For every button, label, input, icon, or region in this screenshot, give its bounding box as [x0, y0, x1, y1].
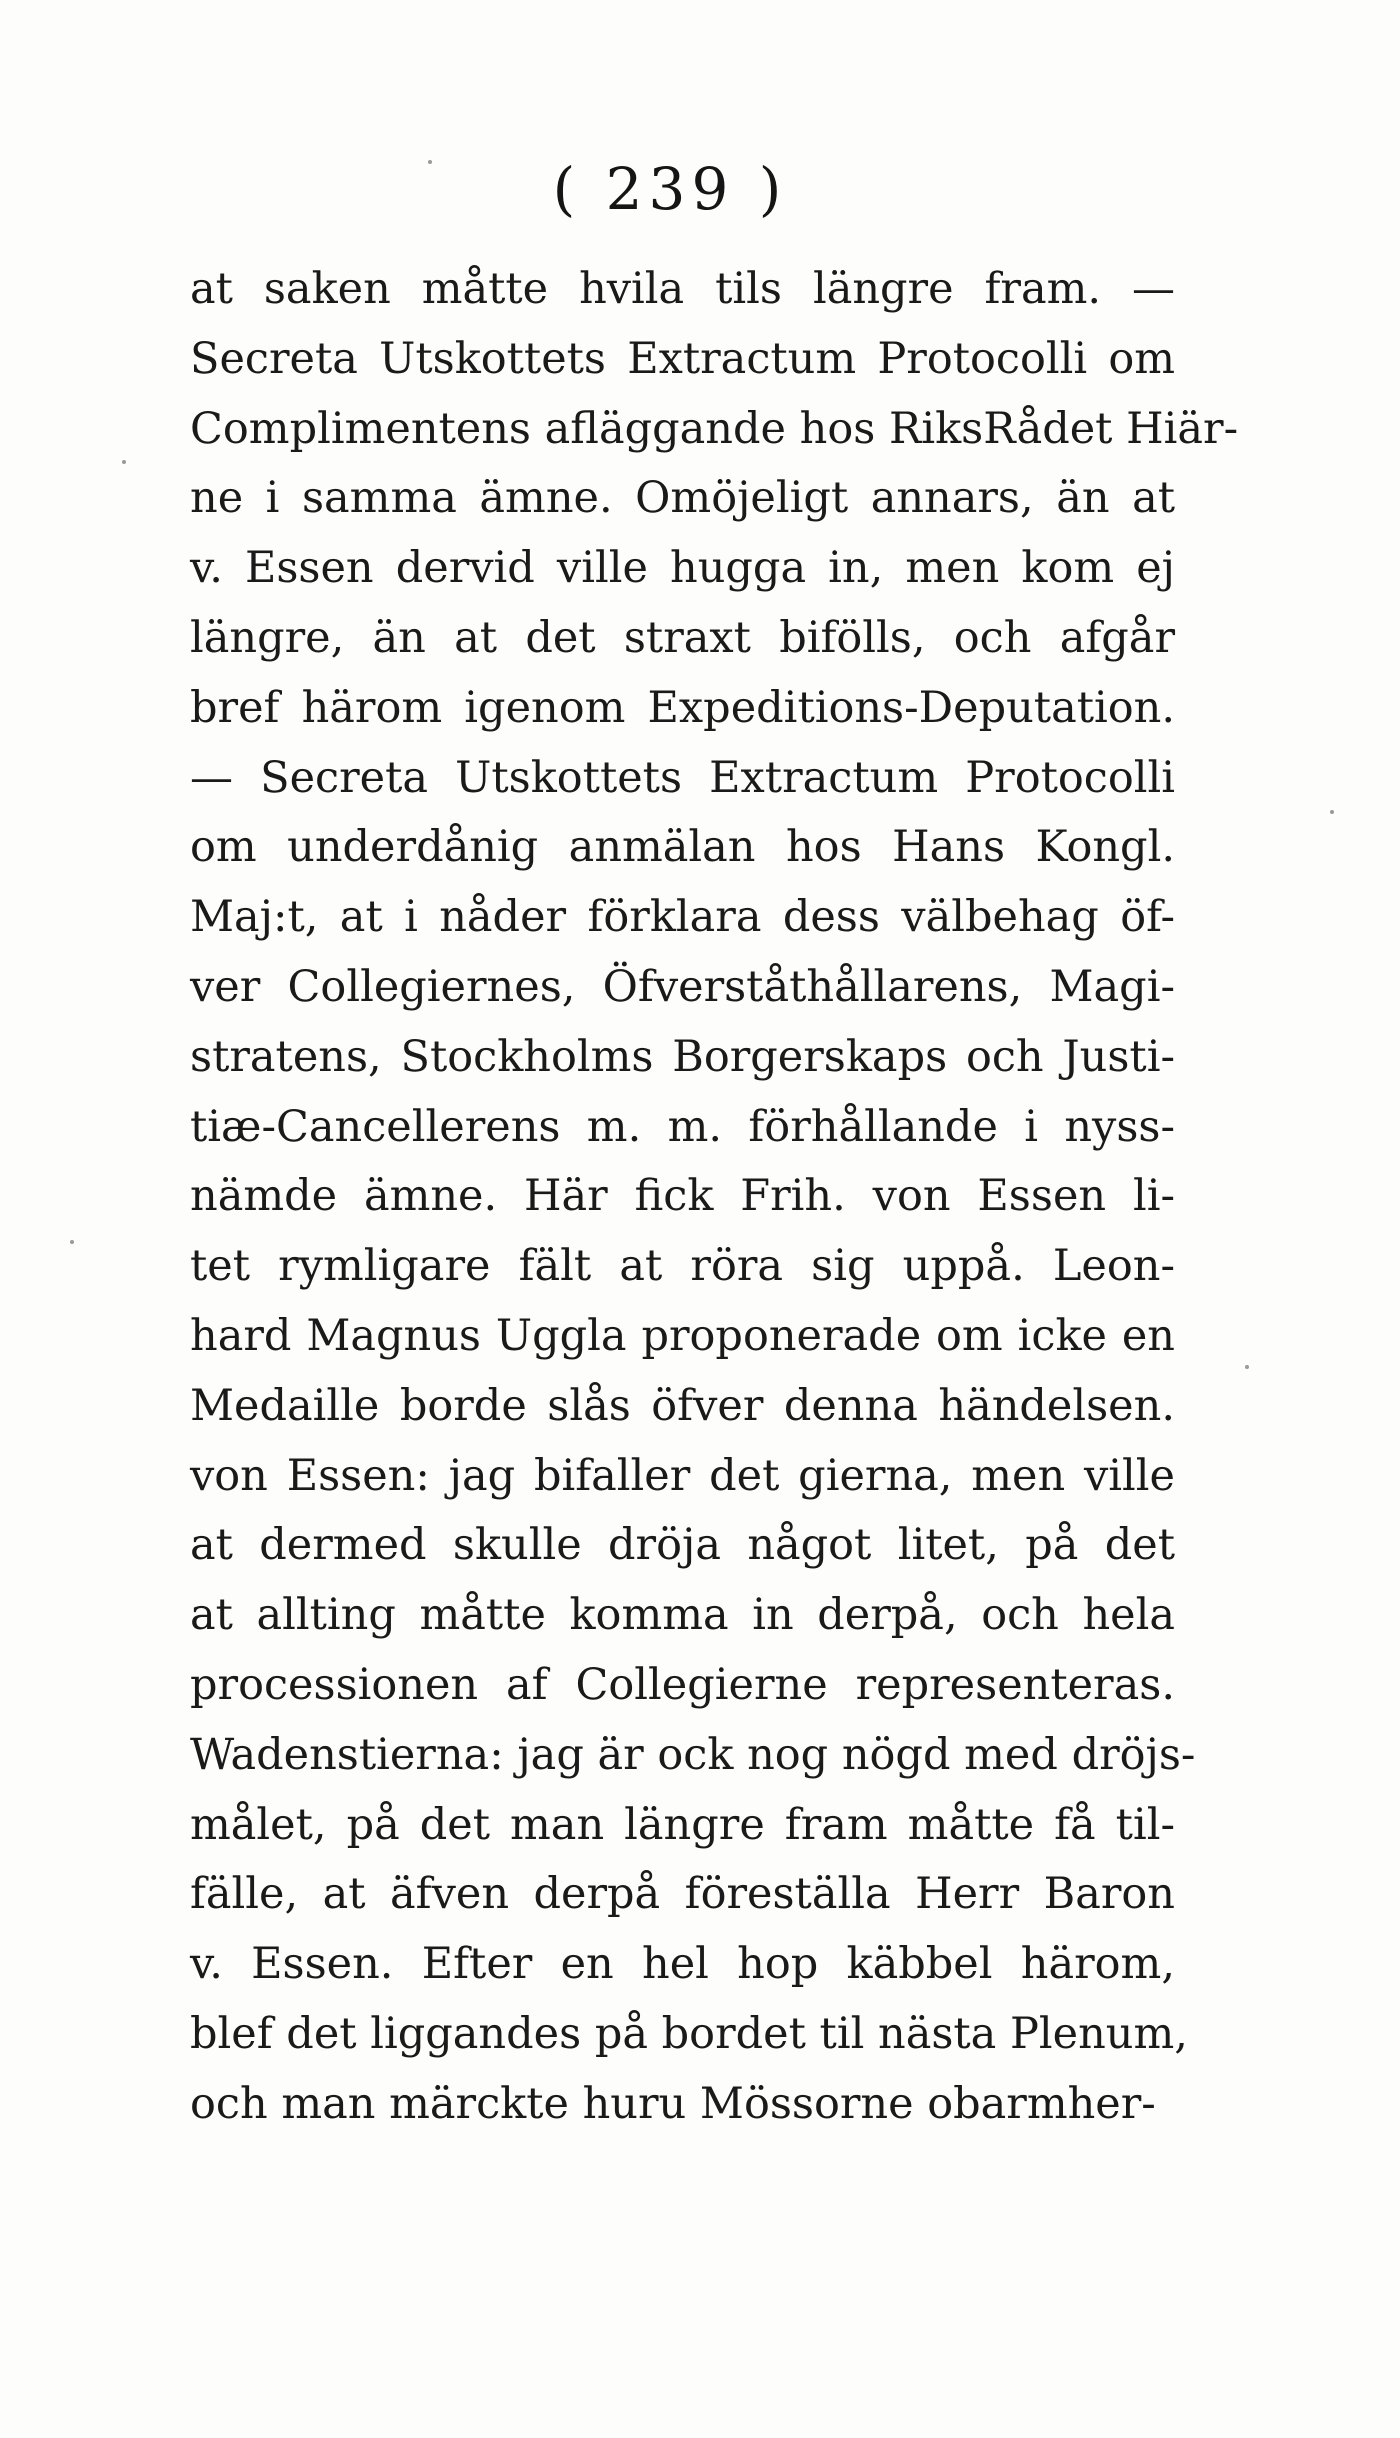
text-line: Medaille borde slås öfver denna händelsen. [190, 1380, 1175, 1431]
print-speck [122, 460, 126, 464]
text-line: om underdånig anmälan hos Hans Kongl. [190, 822, 1175, 873]
text-line: blef det liggandes på bordet til nästa Plenum, [190, 2008, 1188, 2059]
text-line: fälle, at äfven derpå föreställa Herr Baron [190, 1869, 1175, 1920]
print-speck [428, 160, 432, 164]
text-line: Complimentens afläggande hos RiksRådet Hiär- [190, 403, 1239, 454]
text-line: v. Essen. Efter en hel hop käbbel härom, [190, 1939, 1175, 1990]
print-speck [1245, 1365, 1249, 1369]
text-line: stratens, Stockholms Borgerskaps och Justi- [190, 1031, 1175, 1082]
text-line: at saken måtte hvila tils längre fram. — [190, 264, 1175, 314]
text-line: von Essen: jag bifaller det gierna, men ville [190, 1450, 1175, 1501]
text-line: längre, än at det straxt bifölls, och afgår [190, 612, 1175, 663]
text-line: v. Essen dervid ville hugga in, men kom ej [190, 543, 1175, 594]
text-line: bref härom igenom Expeditions-Deputation. [190, 682, 1175, 733]
print-speck [1330, 810, 1334, 814]
print-speck [70, 1240, 74, 1244]
text-line: Maj:t, at i nåder förklara dess välbehag öf- [190, 892, 1175, 943]
text-line: processionen af Collegierne representeras. [190, 1659, 1175, 1710]
text-line: och man märckte huru Mössorne obarmher- [190, 2078, 1156, 2129]
text-line: målet, på det man längre fram måtte få til- [190, 1799, 1175, 1850]
text-line: tet rymligare fält at röra sig uppå. Leon- [190, 1241, 1175, 1292]
text-line: ver Collegiernes, Öfverståthållarens, Magi- [190, 961, 1175, 1012]
text-line: Secreta Utskottets Extractum Protocolli om [190, 333, 1175, 384]
text-line: at dermed skulle dröja något litet, på det [190, 1520, 1175, 1571]
text-line: Wadenstierna: jag är ock nog nögd med dröjs- [190, 1729, 1196, 1780]
page-number: ( 239 ) [552, 155, 788, 223]
text-line: hard Magnus Uggla proponerade om icke en [190, 1310, 1175, 1361]
text-line: ne i samma ämne. Omöjeligt annars, än at [190, 473, 1175, 524]
text-line: nämde ämne. Här fick Frih. von Essen li- [190, 1171, 1175, 1222]
text-line: — Secreta Utskottets Extractum Protocolli [190, 752, 1175, 803]
body-text [190, 255, 1239, 2140]
text-line: tiæ-Cancellerens m. m. förhållande i nyss- [190, 1101, 1175, 1152]
text-line: at allting måtte komma in derpå, och hela [190, 1590, 1175, 1641]
